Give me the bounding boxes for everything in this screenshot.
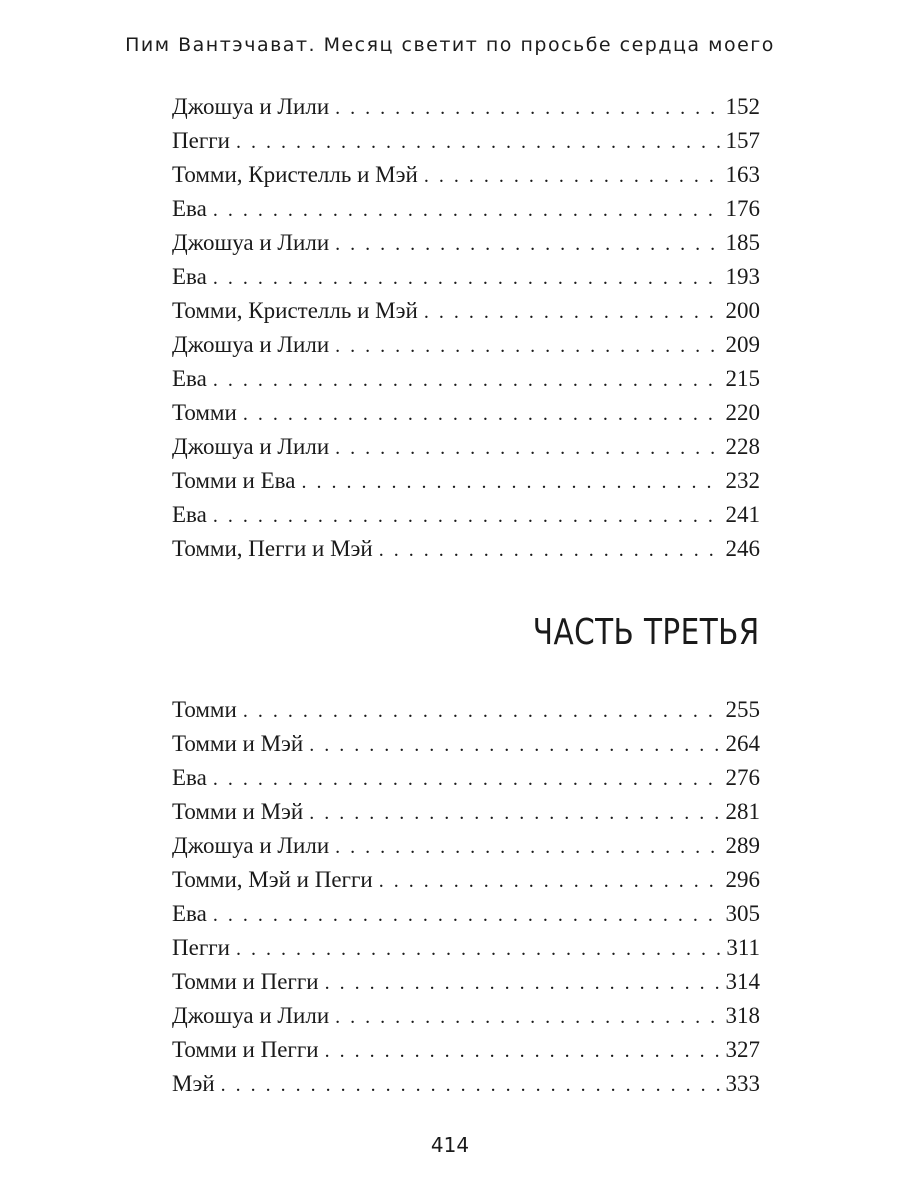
toc-entry-page: 246 <box>725 536 760 561</box>
toc-part-three-list <box>172 693 760 1101</box>
dot-leader <box>243 694 720 728</box>
dot-leader <box>335 91 719 125</box>
toc-entry <box>172 158 760 192</box>
toc-entry-page: 163 <box>725 162 760 187</box>
toc-entry <box>172 90 760 124</box>
toc-entry-page: 327 <box>725 1037 760 1062</box>
toc-entry-page: 200 <box>725 298 760 323</box>
dot-leader <box>213 363 720 397</box>
toc-entry-page: 281 <box>725 799 760 824</box>
dot-leader <box>335 227 719 261</box>
toc-entry-title: Томми, Кристелль и Мэй <box>172 162 418 187</box>
toc-entry-page: 305 <box>725 901 760 926</box>
dot-leader <box>221 1068 720 1102</box>
dot-leader <box>335 329 719 363</box>
dot-leader <box>335 1000 719 1034</box>
toc-entry <box>172 931 760 965</box>
toc-entry <box>172 1067 760 1101</box>
toc-entry <box>172 192 760 226</box>
toc-entry-title: Томми, Кристелль и Мэй <box>172 298 418 323</box>
toc-entry-title: Мэй <box>172 1071 215 1096</box>
toc-entry-title: Томми, Мэй и Пегги <box>172 867 373 892</box>
toc-entry <box>172 430 760 464</box>
dot-leader <box>335 830 719 864</box>
toc-entry-title: Ева <box>172 366 207 391</box>
page-number: 414 <box>430 1133 470 1157</box>
toc-entry-title: Томми и Ева <box>172 468 296 493</box>
toc-entry-title: Джошуа и Лили <box>172 230 330 255</box>
toc-entry <box>172 1033 760 1067</box>
toc-entry-page: 289 <box>725 833 760 858</box>
toc-entry-title: Томми, Пегги и Мэй <box>172 536 373 561</box>
toc-entry <box>172 124 760 158</box>
toc-entry-title: Ева <box>172 196 207 221</box>
toc-entry-title: Томми и Пегги <box>172 969 319 994</box>
dot-leader <box>325 966 720 1000</box>
toc-entry-page: 157 <box>725 128 760 153</box>
toc-entry <box>172 532 760 566</box>
toc-entry-page: 193 <box>725 264 760 289</box>
toc-entry-page: 185 <box>725 230 760 255</box>
toc-entry-page: 232 <box>725 468 760 493</box>
dot-leader <box>213 898 720 932</box>
dot-leader <box>379 864 720 898</box>
toc-entry-title: Ева <box>172 765 207 790</box>
toc-entry <box>172 396 760 430</box>
toc-entry-page: 228 <box>725 434 760 459</box>
toc-entry-title: Томми <box>172 400 237 425</box>
dot-leader <box>213 261 720 295</box>
toc-entry-title: Пегги <box>172 935 230 960</box>
toc-entry <box>172 829 760 863</box>
toc-entry <box>172 897 760 931</box>
toc-entry-page: 176 <box>725 196 760 221</box>
toc-entry-page: 318 <box>725 1003 760 1028</box>
toc-entry <box>172 226 760 260</box>
dot-leader <box>213 499 720 533</box>
toc-entry-title: Томми и Пегги <box>172 1037 319 1062</box>
toc-entry-page: 311 <box>726 935 760 960</box>
toc-entry-title: Ева <box>172 264 207 289</box>
toc-entry-page: 255 <box>725 697 760 722</box>
toc-entry-title: Джошуа и Лили <box>172 1003 330 1028</box>
dot-leader <box>213 762 720 796</box>
dot-leader <box>379 533 720 567</box>
toc-entry-page: 215 <box>725 366 760 391</box>
dot-leader <box>424 295 720 329</box>
toc-entry-page: 314 <box>725 969 760 994</box>
dot-leader <box>309 796 719 830</box>
toc-entry-page: 264 <box>725 731 760 756</box>
toc-entry <box>172 464 760 498</box>
toc-entry-title: Томми и Мэй <box>172 799 304 824</box>
dot-leader <box>335 431 719 465</box>
toc-entry-title: Джошуа и Лили <box>172 94 330 119</box>
toc-entry <box>172 362 760 396</box>
toc-entry <box>172 795 760 829</box>
dot-leader <box>309 728 719 762</box>
dot-leader <box>325 1034 720 1068</box>
running-head: Пим Вантэчават. Месяц светит по просьбе сердца моего <box>125 34 775 56</box>
toc-entry <box>172 328 760 362</box>
toc-entry-page: 333 <box>725 1071 760 1096</box>
toc-entry <box>172 294 760 328</box>
toc-entry-title: Ева <box>172 901 207 926</box>
dot-leader <box>243 397 720 431</box>
toc-entry-page: 152 <box>725 94 760 119</box>
toc-entry-page: 276 <box>725 765 760 790</box>
toc-entry <box>172 727 760 761</box>
dot-leader <box>424 159 720 193</box>
toc-part-two-list <box>172 90 760 566</box>
toc-entry <box>172 965 760 999</box>
toc-entry-title: Джошуа и Лили <box>172 332 330 357</box>
toc-entry <box>172 260 760 294</box>
toc-entry <box>172 761 760 795</box>
toc-entry-title: Томми и Мэй <box>172 731 304 756</box>
dot-leader <box>236 125 720 159</box>
toc-entry-page: 209 <box>725 332 760 357</box>
toc-entry <box>172 999 760 1033</box>
toc-entry <box>172 498 760 532</box>
dot-leader <box>213 193 720 227</box>
toc-entry-page: 241 <box>725 502 760 527</box>
toc-entry <box>172 863 760 897</box>
part-heading: ЧАСТЬ ТРЕТЬЯ <box>533 612 760 653</box>
dot-leader <box>236 932 720 966</box>
toc-entry-page: 296 <box>725 867 760 892</box>
dot-leader <box>301 465 719 499</box>
toc-entry-page: 220 <box>725 400 760 425</box>
toc-entry-title: Томми <box>172 697 237 722</box>
toc-entry-title: Ева <box>172 502 207 527</box>
toc-entry-title: Джошуа и Лили <box>172 434 330 459</box>
toc-entry-title: Джошуа и Лили <box>172 833 330 858</box>
toc-entry-title: Пегги <box>172 128 230 153</box>
toc-entry <box>172 693 760 727</box>
